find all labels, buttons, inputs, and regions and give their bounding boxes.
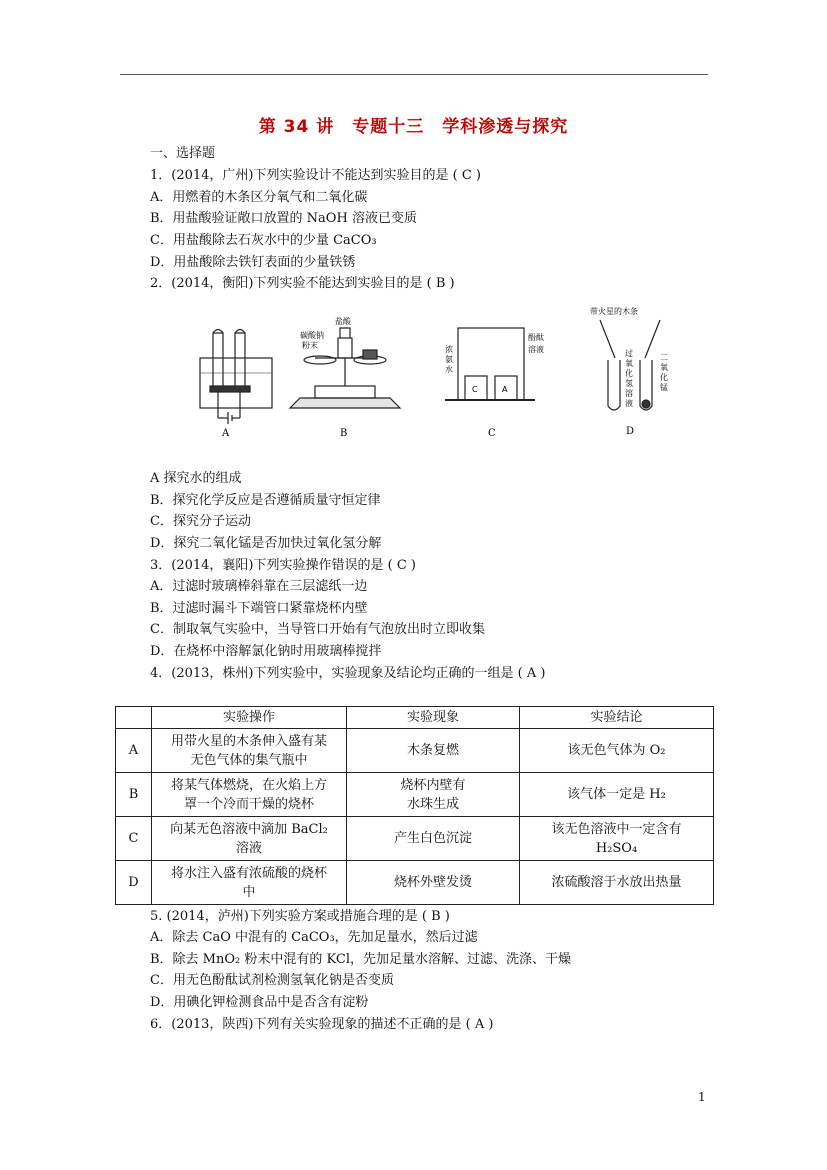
row-key: A <box>116 729 152 773</box>
figure-label-c: C <box>488 428 496 439</box>
q4-stem: 4．(2013，株州)下列实验中，实验现象及结论均正确的一组是 ( A ) <box>150 666 546 681</box>
c-label-7: 液 <box>536 345 544 354</box>
q5-stem: 5. (2014，泸州)下列实验方案或措施合理的是 ( B ) <box>150 909 450 924</box>
q1-option-b: B．用盐酸验证敞口放置的 NaOH 溶液已变质 <box>150 211 417 226</box>
d-label-h2o2-6: 液 <box>625 399 633 408</box>
row-conclusion: 该无色溶液中一定含有 H₂SO₄ <box>520 817 714 861</box>
d-label-h2o2-5: 溶 <box>625 389 633 398</box>
row-key: B <box>116 773 152 817</box>
d-label-h2o2-4: 氢 <box>625 379 633 388</box>
apparatus-a-electrolysis <box>200 330 272 425</box>
figure-label-b: B <box>340 428 348 439</box>
q5-option-c: C．用无色酚酞试剂检测氢氧化钠是否变质 <box>150 973 394 988</box>
c-label-1: 浓 <box>445 345 453 354</box>
c-label-4: 酚 <box>528 333 536 342</box>
q2-option-d: D．探究二氧化锰是否加快过氧化氢分解 <box>150 536 382 551</box>
q3-stem: 3．(2014，襄阳)下列实验操作错误的是 ( C ) <box>150 558 416 573</box>
q3-option-c: C．制取氧气实验中，当导管口开始有气泡放出时立即收集 <box>150 622 485 637</box>
d-label-mno2-3: 化 <box>660 373 668 382</box>
table-header-row <box>116 707 714 729</box>
table-row <box>116 817 714 861</box>
c-beaker-a: A <box>502 385 508 394</box>
row-phenomenon: 木条复燃 <box>347 729 520 773</box>
d-label-h2o2-3: 化 <box>625 369 633 378</box>
q1-option-c: C．用盐酸除去石灰水中的少量 CaCO₃ <box>150 233 377 248</box>
c-label-5: 酞 <box>536 333 544 342</box>
q5-option-d: D．用碘化钾检测食品中是否含有淀粉 <box>150 995 369 1010</box>
page-number: 1 <box>698 1090 706 1104</box>
table-header-phenomenon: 实验现象 <box>347 707 520 729</box>
row-phenomenon: 烧杯外壁发烫 <box>347 861 520 905</box>
row-conclusion: 该气体一定是 H₂ <box>520 773 714 817</box>
q2-option-b: B．探究化学反应是否遵循质量守恒定律 <box>150 493 381 508</box>
apparatus-b-balance <box>290 328 400 408</box>
b-label-hcl: 盐酸 <box>335 317 351 326</box>
table-header-conclusion: 实验结论 <box>520 707 714 729</box>
table-header-operation: 实验操作 <box>152 707 347 729</box>
d-label-splint: 带火星的木条 <box>590 307 638 316</box>
header-rule <box>120 74 708 75</box>
q5-option-b: B．除去 MnO₂ 粉末中混有的 KCl，先加足量水溶解、过滤、洗涤、干燥 <box>150 952 571 967</box>
d-label-h2o2-2: 氧 <box>625 359 633 368</box>
row-conclusion: 浓硫酸溶于水放出热量 <box>520 861 714 905</box>
q1-option-a: A．用燃着的木条区分氧气和二氧化碳 <box>150 190 368 205</box>
table-row <box>116 773 714 817</box>
row-conclusion: 该无色气体为 O₂ <box>520 729 714 773</box>
c-label-6: 溶 <box>528 345 536 354</box>
c-label-3: 水 <box>445 365 453 374</box>
c-label-2: 氨 <box>445 355 453 364</box>
q3-option-a: A．过滤时玻璃棒斜靠在三层滤纸一边 <box>150 579 368 594</box>
q4-results-table <box>115 706 714 905</box>
page-title: 第 34 讲 专题十三 学科渗透与探究 <box>258 117 569 137</box>
figure-label-a: A <box>222 428 230 439</box>
q2-apparatus-figure <box>190 298 690 443</box>
q3-option-b: B．过滤时漏斗下端管口紧靠烧杯内壁 <box>150 601 368 616</box>
row-operation: 将某气体燃烧，在火焰上方 罩一个冷而干燥的烧杯 <box>152 773 347 817</box>
c-beaker-c: C <box>472 385 478 394</box>
b-label-powder: 粉末 <box>302 341 318 350</box>
row-phenomenon: 烧杯内壁有 水珠生成 <box>347 773 520 817</box>
table-row <box>116 861 714 905</box>
q2-stem: 2．(2014，衡阳)下列实验不能达到实验目的是 ( B ) <box>150 276 455 291</box>
d-label-mno2-4: 锰 <box>660 383 668 392</box>
b-label-sodium-carbonate: 碳酸钠 <box>300 331 324 340</box>
row-phenomenon: 产生白色沉淀 <box>347 817 520 861</box>
row-operation: 将水注入盛有浓硫酸的烧杯 中 <box>152 861 347 905</box>
table-header-key <box>116 707 152 729</box>
q1-stem: 1．(2014，广州)下列实验设计不能达到实验目的是 ( C ) <box>150 168 481 183</box>
q2-option-a: A 探究水的组成 <box>150 471 242 486</box>
q6-stem: 6．(2013，陕西)下列有关实验现象的描述不正确的是 ( A ) <box>150 1017 494 1032</box>
d-label-h2o2-1: 过 <box>625 349 633 358</box>
q1-option-d: D．用盐酸除去铁钉表面的少量铁锈 <box>150 255 356 270</box>
row-key: C <box>116 817 152 861</box>
figure-label-d: D <box>626 426 635 437</box>
d-label-mno2-2: 氧 <box>660 363 668 372</box>
row-operation: 用带火星的木条伸入盛有某 无色气体的集气瓶中 <box>152 729 347 773</box>
table-row <box>116 729 714 773</box>
q5-option-a: A．除去 CaO 中混有的 CaCO₃，先加足量水，然后过滤 <box>150 930 478 945</box>
q2-option-c: C．探究分子运动 <box>150 514 251 529</box>
d-label-mno2-1: 二 <box>660 353 668 362</box>
row-operation: 向某无色溶液中滴加 BaCl₂ 溶液 <box>152 817 347 861</box>
q3-option-d: D．在烧杯中溶解氯化钠时用玻璃棒搅拌 <box>150 644 382 659</box>
row-key: D <box>116 861 152 905</box>
apparatus-c-beakers <box>445 328 535 400</box>
section-heading: 一、选择题 <box>150 146 216 161</box>
